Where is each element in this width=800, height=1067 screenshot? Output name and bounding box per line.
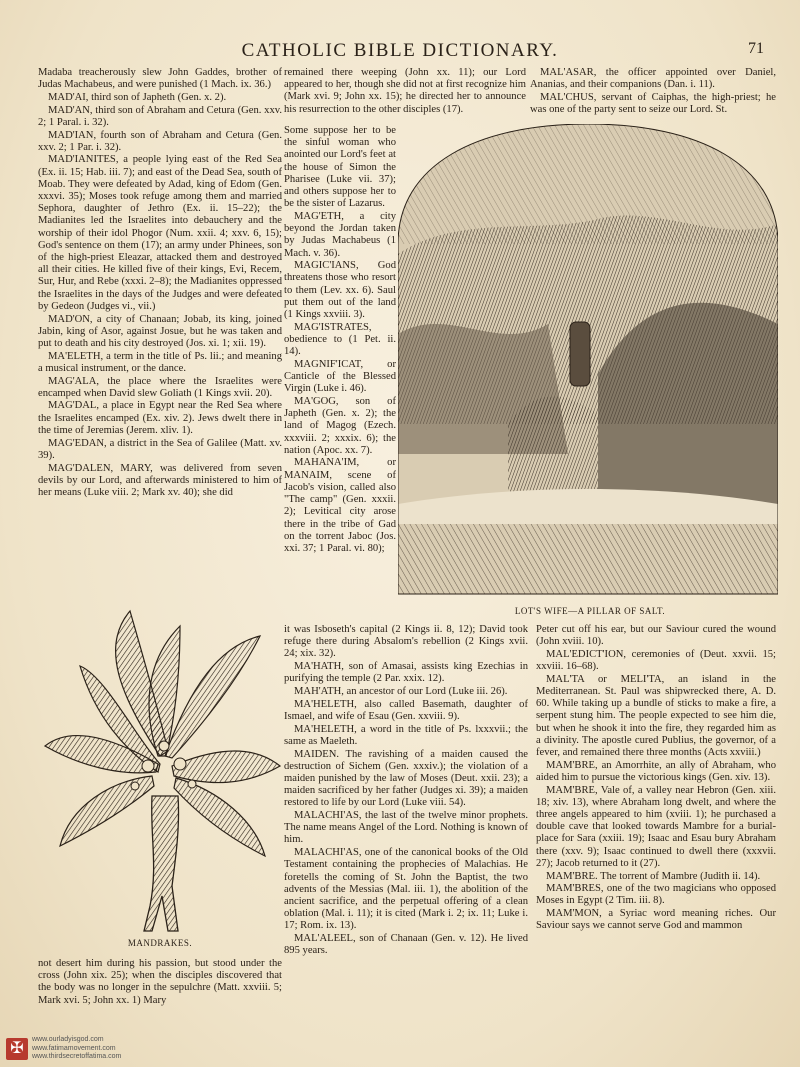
column-3-top	[530, 67, 776, 123]
entry-continuation: Peter cut off his ear, but our Saviour cured the wound (John xviii. 10).	[536, 624, 776, 648]
entry-continuation: not desert him during his passion, but stood under the cross (John xix. 25); when the disciples discovered that the body was no longer in the sepulchre (Matt. xxviii. 5; Mark xvi. 5; John xx. 1) Mary	[38, 958, 282, 1006]
entry: MAG'ALA, the place where the Israelites were encamped when David slew Goliath (1 Kings xvii. 20).	[38, 375, 282, 399]
lots-wife-caption: LOT'S WIFE—A PILLAR OF SALT.	[514, 606, 666, 616]
watermark-url: www.ourladyisgod.com	[32, 1036, 104, 1043]
column-2-narrow	[284, 125, 396, 612]
entry: MA'GOG, son of Japheth (Gen. x. 2); the land of Magog (Ezech. xxxviii. 2; xxxix. 6); the nation (Apoc. xx. 7).	[284, 395, 396, 456]
entry: MAH'ATH, an ancestor of our Lord (Luke iii. 26).	[294, 686, 508, 698]
lots-wife-illustration	[398, 124, 778, 604]
watermark-url: www.thirdsecretoffatima.com	[32, 1053, 122, 1060]
entry: MAM'BRE, an Amorrhite, an ally of Abraham, who aided him to pursue the victorious kings (Gen. xiv. 13).	[536, 759, 776, 783]
column-3-bottom	[536, 624, 776, 1062]
entry: MAIDEN. The ravishing of a maiden caused the destruction of Sichem (Gen. xxxiv.); the violation of a maiden punished by the law of Moses (Deut. xxii. 23); a maiden sacrificed by her father (Judges xi. 39); a maiden restored to life by our Lord (Luke viii. 54).	[284, 748, 528, 809]
column-1	[38, 67, 282, 607]
entry: MAL'ASAR, the officer appointed over Daniel, Ananias, and their companions (Dan. i. 11).	[530, 67, 776, 91]
entry: MAD'AN, third son of Abraham and Cetura (Gen. xxv. 2; 1 Paral. i. 32).	[38, 104, 282, 128]
entry: MAL'CHUS, servant of Caiphas, the high-priest; he was one of the party sent to seize our Lord. St.	[530, 91, 776, 116]
mandrakes-illustration	[40, 606, 286, 936]
page-title: CATHOLIC BIBLE DICTIONARY.	[241, 40, 559, 61]
entry: MAD'IANITES, a people lying east of the Red Sea (Ex. ii. 15; Hab. iii. 7); and east of the Dead Sea, south of Moab. They were defeated by Adad, king of Edom (Gen. xxxvi. 35); Moses took refuge among them and married Sephora, daughter of Jethro (Ex. ii. 15–22); the Madianites led the Israelites into debauchery and the worship of their idol Phogor (Num. xxii. 4; xxv. 6, 15); God's sentence on them (17); an army under Phinees, son of the high-priest Eleazar, attacked them and destroyed all their cities. He killed five of their kings, Evi, Recem, Sur, Hur, and Rebe (xxxi. 2–8); the Madianites oppressed the Israelites in the days of the Judges and were defeated by Gedeon (Judges vi., vii.)	[38, 154, 282, 312]
entry: MAM'BRE, Vale of, a valley near Hebron (Gen. xiii. 18; xiv. 13), where Abraham long dwelt, and where the three angels appeared to him (xviii. 1); he purchased a double cave that looked towards Mambre for a burial-place for Sara (xxiii. 19); Isaac and Esau bury Abraham there (xxv. 9); Isaac continued to dwell there (xxxvii. 27); Jacob returned to it (27).	[536, 784, 776, 869]
entry: MA'ELETH, a term in the title of Ps. lii.; and meaning a musical instrument, or the dance.	[38, 350, 282, 374]
mandrakes-caption: MANDRAKES.	[127, 938, 193, 948]
entry: MAGIC'IANS, God threatens those who resort to them (Lev. xx. 6). Saul put them out of the land (1 Kings xxviii. 3).	[284, 260, 396, 321]
entry: MAD'ON, a city of Chanaan; Jobab, its king, joined Jabin, king of Asor, against Josue, but he was taken and put to death and his city destroyed (Jos. xi. 1; xii. 19).	[38, 313, 282, 349]
watermark-url: www.fatimamovement.com	[32, 1044, 116, 1052]
entry: MAM'BRE. The torrent of Mambre (Judith ii. 14).	[546, 870, 761, 882]
entry: MAHANA'IM, or MANAIM, scene of Jacob's vision, called also "The camp" (Gen. xxxii. 2); Levitical city arose there in the tribe of Gad on the torrent Jaboc (Jos. xxi. 37; 1 Paral. vi. 80);	[284, 457, 396, 554]
cross-logo-icon: ✠	[6, 1038, 28, 1060]
page-header	[0, 40, 800, 64]
entry: MAG'DALEN, MARY, was delivered from seven devils by our Lord, and afterwards ministered to him of her means (Luke viii. 2; Mark xv. 40); she did	[38, 462, 282, 498]
entry: MA'HELETH, a word in the title of Ps. lxxxvii.; the same as Maeleth.	[284, 723, 528, 747]
entry: MAM'BRES, one of the two magicians who opposed Moses in Egypt (2 Tim. iii. 8).	[536, 883, 776, 907]
entry: MAGNIF'ICAT, or Canticle of the Blessed Virgin (Luke i. 46).	[284, 358, 396, 395]
watermark	[6, 1034, 226, 1064]
entry: MALACHI'AS, the last of the twelve minor prophets. The name means Angel of the Lord. Nothing is known of him.	[284, 810, 528, 846]
entry-continuation: Some suppose her to be the sinful woman who anointed our Lord's feet at the house of Simon the Pharisee (Luke vii. 37); and others suppose her to be the sister of Lazarus.	[284, 125, 396, 210]
entry: MAL'EDICT'ION, ceremonies of (Deut. xxvii. 15; xxviii. 16–68).	[536, 648, 776, 673]
page-number: 71	[748, 40, 764, 57]
entry-continuation: Madaba treacherously slew John Gaddes, brother of Judas Machabeus, and were punished (1 Mach. ix. 36.)	[38, 67, 282, 91]
entry: MAM'MON, a Syriac word meaning riches. Our Saviour says we cannot serve God and mammon	[536, 908, 776, 932]
entry: MAD'AI, third son of Japheth (Gen. x. 2).	[48, 91, 227, 103]
entry: MAL'ALEEL, son of Chanaan (Gen. v. 12). He lived 895 years.	[284, 933, 528, 957]
entry: MAL'TA or MELI'TA, an island in the Mediterranean. St. Paul was shipwrecked there, A. D. 60. While taking up a bundle of sticks to make a fire, a serpent stung him. The people expected to see him die, but when he shook it into the fire, they regarded him as a divinity. The apostle cured Publius, the governor, of a fever, and remained there three months (Acts xxviii.)	[536, 673, 776, 759]
column-2-top	[284, 67, 526, 125]
entry: MAG'DAL, a place in Egypt near the Red Sea where the Israelites encamped (Ex. xiv. 2). Jews dwelt there in the time of Jeremias (Jerem. xliv. 1).	[38, 400, 282, 436]
column-2-bottom	[284, 624, 528, 1062]
entry: MAG'ISTRATES, obedience to (1 Pet. ii. 14).	[284, 321, 396, 358]
entry: MA'HATH, son of Amasai, assists king Ezechias in purifying the temple (2 Par. xxix. 12).	[284, 661, 528, 685]
entry: MAG'ETH, a city beyond the Jordan taken by Judas Machabeus (1 Mach. v. 36).	[284, 210, 396, 259]
entry: MAD'IAN, fourth son of Abraham and Cetura (Gen. xxv. 2; 1 Par. i. 32).	[38, 129, 282, 153]
entry: MAG'EDAN, a district in the Sea of Galilee (Matt. xv. 39).	[38, 437, 282, 461]
entry: MA'HELETH, also called Basemath, daughter of Ismael, and wife of Esau (Gen. xxviii. 9).	[284, 698, 528, 722]
entry-continuation: remained there weeping (John xx. 11); our Lord appeared to her, though she did not at first recognize him (Mark xvi. 9; John xx. 15); he directed her to announce his resurrection to the other disciples (17).	[284, 67, 526, 115]
entry: MALACHI'AS, one of the canonical books of the Old Testament containing the prophecies of Malachias. He foretells the coming of St. John the Baptist, the two advents of the Messias (Mal. iii. 1), the abolition of the ancient sacrifice, and the perpetual offering of a clean oblation (Mal. i. 11); it is cited (Mark i. 2; ix. 11; Luke i. 17; Rom. ix. 13).	[284, 847, 528, 932]
entry-continuation: it was Isboseth's capital (2 Kings ii. 8, 12); David took refuge there during Absalom's rebellion (2 Kings xvii. 24; xix. 32).	[284, 624, 528, 660]
